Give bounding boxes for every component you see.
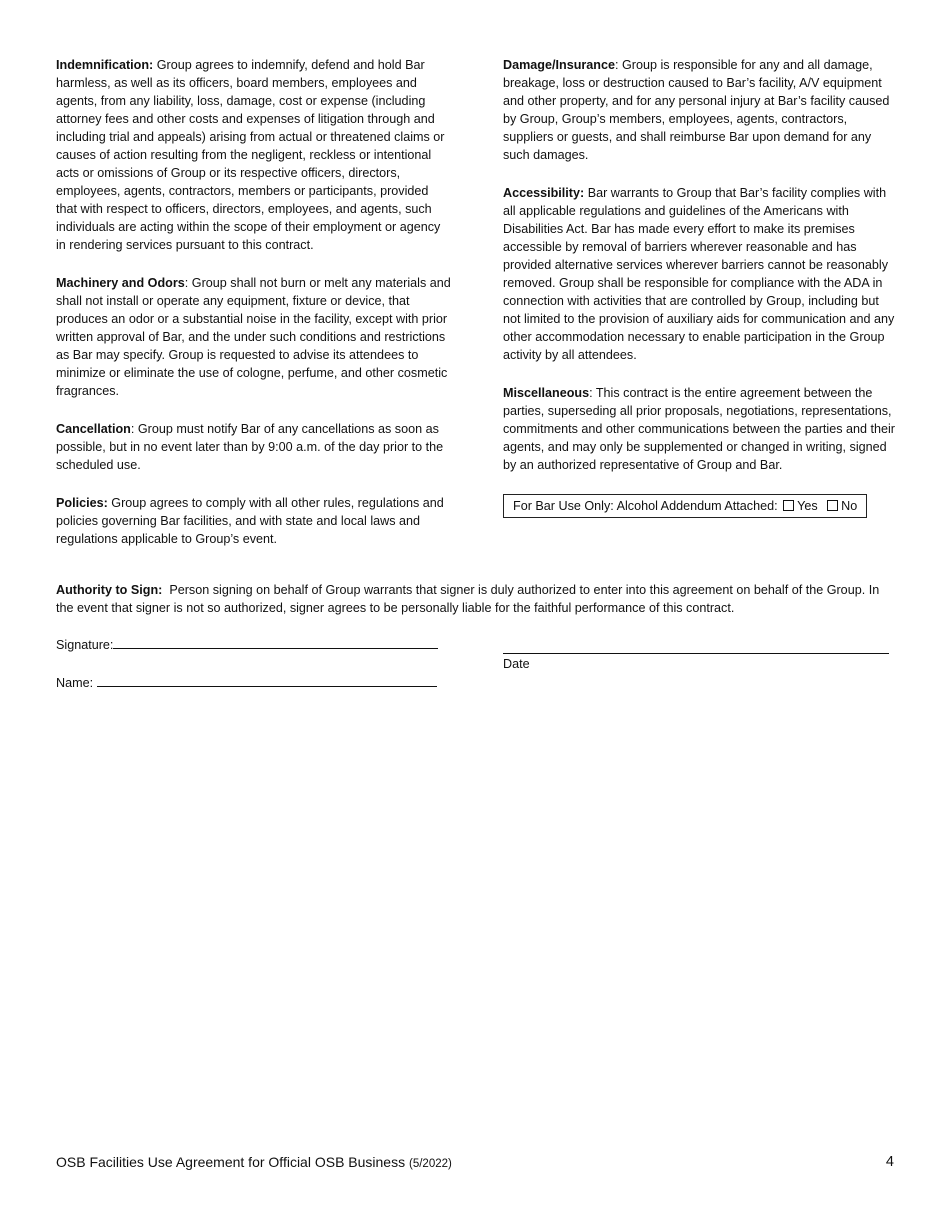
- clause-heading: Damage/Insurance: [503, 58, 615, 72]
- clause-heading: Cancellation: [56, 422, 131, 436]
- clause-text: : Group must notify Bar of any cancellations as soon as possible, but in no event later than by 9:00 a.m. of the day prior to the scheduled use.: [56, 422, 444, 472]
- signature-label: Signature:: [56, 638, 114, 652]
- clause-text: Group agrees to comply with all other rules, regulations and policies governing Bar facilities, and with state and local laws and regulations applicable to Group’s event.: [56, 496, 444, 546]
- signature-row: [56, 635, 438, 654]
- authority-heading: Authority to Sign:: [56, 583, 163, 597]
- clause-heading: Indemnification:: [56, 58, 154, 72]
- addendum-label: For Bar Use Only: Alcohol Addendum Attached:: [513, 499, 778, 513]
- authority-text: Person signing on behalf of Group warrants that signer is duly authorized to enter into this agreement on behalf of the Group. In the event that signer is not so authorized, signer agrees to be personally liable for the faithful performance of this contract.: [56, 583, 883, 615]
- yes-checkbox[interactable]: [783, 500, 794, 511]
- date-label: Date: [503, 657, 530, 671]
- clause-heading: Policies:: [56, 496, 108, 510]
- no-label: No: [841, 499, 858, 513]
- clause-text: Group agrees to indemnify, defend and hold Bar harmless, as well as its officers, board members, employees and agents, from any liability, loss, damage, cost or expense (including attorney fees and other costs and expenses of litigation through and including trial and appeals) arising from actual or threatened claims or causes of action resulting from the negligent, reckless or intentional acts or omissions of Group or its respective officers, directors, employees, agents, contractors, members or participants, provided that with respect to officers, directors, employees, and agents, such individuals are acting within the scope of their employment or agency in rendering services pursuant to this contract.: [56, 58, 445, 252]
- name-row: [56, 673, 437, 692]
- clause-text: : Group is responsible for any and all damage, breakage, loss or destruction caused to Bar’s facility, A/V equipment and other property, and for any personal injury at Bar’s facility caused by Group, Group’s members, employees, agents, contractors, suppliers or guests, and shall reimburse Bar upon demand for any such damages.: [503, 58, 890, 162]
- machinery-odors-clause: [56, 274, 452, 400]
- accessibility-clause: [503, 184, 895, 364]
- name-label: Name:: [56, 676, 97, 690]
- indemnification-clause: [56, 56, 452, 254]
- no-checkbox[interactable]: [827, 500, 838, 511]
- footer-title: [56, 1153, 452, 1173]
- clause-text: : This contract is the entire agreement between the parties, superseding all prior proposals, negotiations, representations, commitments and other communications between the parties and their agents, and may only be supplemented or changed in writing, signed by an authorized representative of Group and Bar.: [503, 386, 896, 472]
- clause-heading: Machinery and Odors: [56, 276, 185, 290]
- miscellaneous-clause: [503, 384, 895, 474]
- alcohol-addendum-box: [503, 494, 867, 518]
- authority-to-sign-clause: [56, 581, 896, 617]
- damage-insurance-clause: [503, 56, 895, 164]
- policies-clause: [56, 494, 452, 548]
- clause-text: : Group shall not burn or melt any materials and shall not install or operate any equipment, fixture or device, that produces an odor or a substantial noise in the facility, except with prior written approval of Bar, and the under such conditions and restrictions as Bar may specify. Group is requested to advise its attendees to minimize or eliminate the use of cologne, perfume, and other cosmetic fragrances.: [56, 276, 451, 398]
- name-line[interactable]: [97, 673, 437, 687]
- footer-title-text: OSB Facilities Use Agreement for Official OSB Business: [56, 1154, 409, 1170]
- footer-version: (5/2022): [409, 1158, 452, 1170]
- clause-text: Bar warrants to Group that Bar’s facility complies with all applicable regulations and guidelines of the Americans with Disabilities Act. Bar has made every effort to make its premises accessible by removal of barriers wherever reasonable and has provided alternative services wherever barriers cannot be reasonably removed. Group shall be responsible for compliance with the ADA in connection with activities that are controlled by Group, including but not limited to the provision of auxiliary aids for communication and any other accommodation necessary to enable participation in the Group activity by all attendees.: [503, 186, 895, 362]
- page-number: 4: [885, 1154, 894, 1170]
- left-column: [56, 56, 452, 568]
- clause-heading: Accessibility:: [503, 186, 585, 200]
- signature-line[interactable]: [113, 635, 438, 649]
- cancellation-clause: [56, 420, 452, 474]
- date-line[interactable]: [503, 653, 889, 654]
- right-column: [503, 56, 895, 518]
- yes-label: Yes: [797, 499, 818, 513]
- clause-heading: Miscellaneous: [503, 386, 590, 400]
